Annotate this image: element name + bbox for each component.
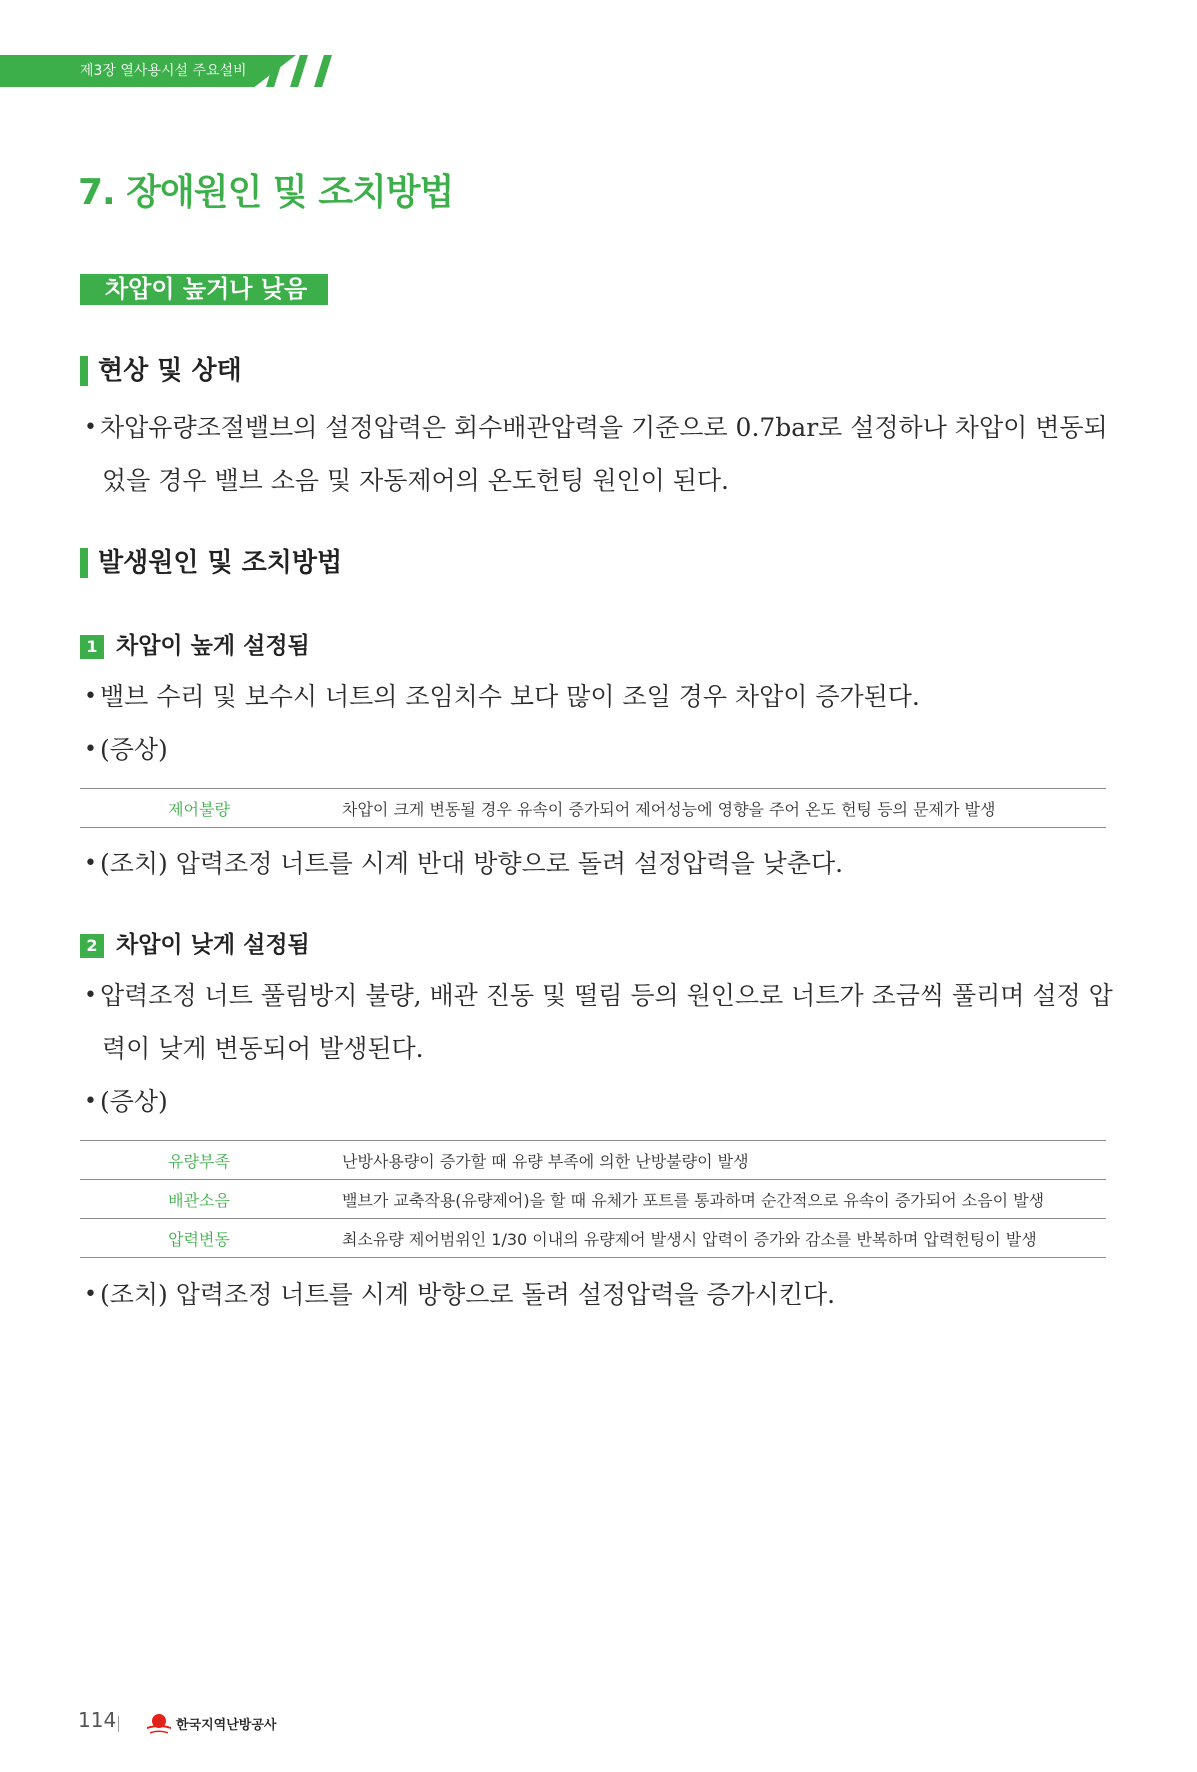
- symptom-table-2: [80, 1140, 1106, 1258]
- page-title: 7. 장애원인 및 조치방법: [78, 172, 454, 213]
- bullet-dot: •: [84, 684, 97, 709]
- symptom-label: (증상): [100, 735, 168, 764]
- bullet-line: 었을 경우 밸브 소음 및 자동제어의 온도헌팅 원인이 된다.: [102, 466, 729, 495]
- table-gap: [318, 1219, 342, 1258]
- company-logo: [146, 1712, 282, 1736]
- page-number: 114: [78, 1708, 117, 1732]
- table-value: 차압이 크게 변동될 경우 유속이 증가되어 제어성능에 영향을 주어 온도 헌팅 등의 문제가 발생: [342, 789, 1106, 828]
- header-stripe: [314, 55, 332, 87]
- header-stripe: [290, 55, 308, 87]
- topic-label: 차압이 높거나 낮음: [80, 274, 328, 305]
- bullet-dot: •: [84, 1089, 97, 1114]
- item1-heading: [80, 633, 310, 659]
- bullet-item1: [84, 670, 1120, 723]
- symptom-label: (증상): [100, 1087, 168, 1116]
- bullet-line: 력이 낮게 변동되어 발생된다.: [102, 1034, 424, 1063]
- bullet-line: 압력조정 너트 풀림방지 불량, 배관 진동 및 떨림 등의 원인으로 너트가 조금씩 풀리며 설정 압: [100, 981, 1113, 1010]
- table-value: 밸브가 교축작용(유량제어)을 할 때 유체가 포트를 통과하며 순간적으로 유속이 증가되어 소음이 발생: [342, 1180, 1106, 1219]
- bullet-item1-action: [84, 837, 1120, 890]
- number-badge: 2: [80, 934, 104, 958]
- table-gap: [318, 1141, 342, 1180]
- action-text: (조치) 압력조정 너트를 시계 반대 방향으로 돌려 설정압력을 낮춘다.: [100, 849, 844, 878]
- action-text: (조치) 압력조정 너트를 시계 방향으로 돌려 설정압력을 증가시킨다.: [100, 1280, 836, 1309]
- bullet-dot: •: [84, 737, 97, 762]
- logo-text: 한국지역난방공사: [176, 1718, 277, 1733]
- section-heading-causes: 발생원인 및 조치방법: [80, 547, 342, 579]
- item1-heading-text: 차압이 높게 설정됨: [116, 633, 310, 659]
- table-value: 난방사용량이 증가할 때 유량 부족에 의한 난방불량이 발생: [342, 1141, 1106, 1180]
- table-value: 최소유량 제어범위인 1/30 이내의 유량제어 발생시 압력이 증가와 감소를 반복하며 압력헌팅이 발생: [342, 1219, 1106, 1258]
- table-key: 압력변동: [80, 1219, 318, 1258]
- item2-heading-text: 차압이 낮게 설정됨: [116, 932, 310, 958]
- table-row: [80, 1180, 1106, 1219]
- bullet-dot: •: [84, 415, 97, 440]
- logo-icon: [146, 1712, 172, 1736]
- symptom-table-1: [80, 788, 1106, 828]
- section-heading-phenomenon: 현상 및 상태: [80, 355, 242, 387]
- table-gap: [318, 1180, 342, 1219]
- table-gap: [318, 789, 342, 828]
- table-key: 유량부족: [80, 1141, 318, 1180]
- bullet-line: 밸브 수리 및 보수시 너트의 조임치수 보다 많이 조일 경우 차압이 증가된다.: [100, 682, 920, 711]
- bullet-item2-symptom: [84, 1075, 1120, 1128]
- table-key: 배관소음: [80, 1180, 318, 1219]
- bullet-item1-symptom: [84, 723, 1120, 776]
- item2-heading: [80, 932, 310, 958]
- table-key: 제어불량: [80, 789, 318, 828]
- table-row: [80, 1141, 1106, 1180]
- number-badge: 1: [80, 635, 104, 659]
- chapter-label: 제3장 열사용시설 주요설비: [80, 63, 247, 79]
- footer-separator: [118, 1716, 119, 1732]
- bullet-dot: •: [84, 851, 97, 876]
- bullet-dot: •: [84, 983, 97, 1008]
- table-row: [80, 1219, 1106, 1258]
- bullet-item2: [84, 969, 1120, 1075]
- bullet-phenomenon: [84, 401, 1120, 507]
- bullet-item2-action: [84, 1268, 1120, 1321]
- table-row: [80, 789, 1106, 828]
- bullet-line: 차압유량조절밸브의 설정압력은 회수배관압력을 기준으로 0.7bar로 설정하나 차압이 변동되: [100, 413, 1108, 442]
- bullet-dot: •: [84, 1282, 97, 1307]
